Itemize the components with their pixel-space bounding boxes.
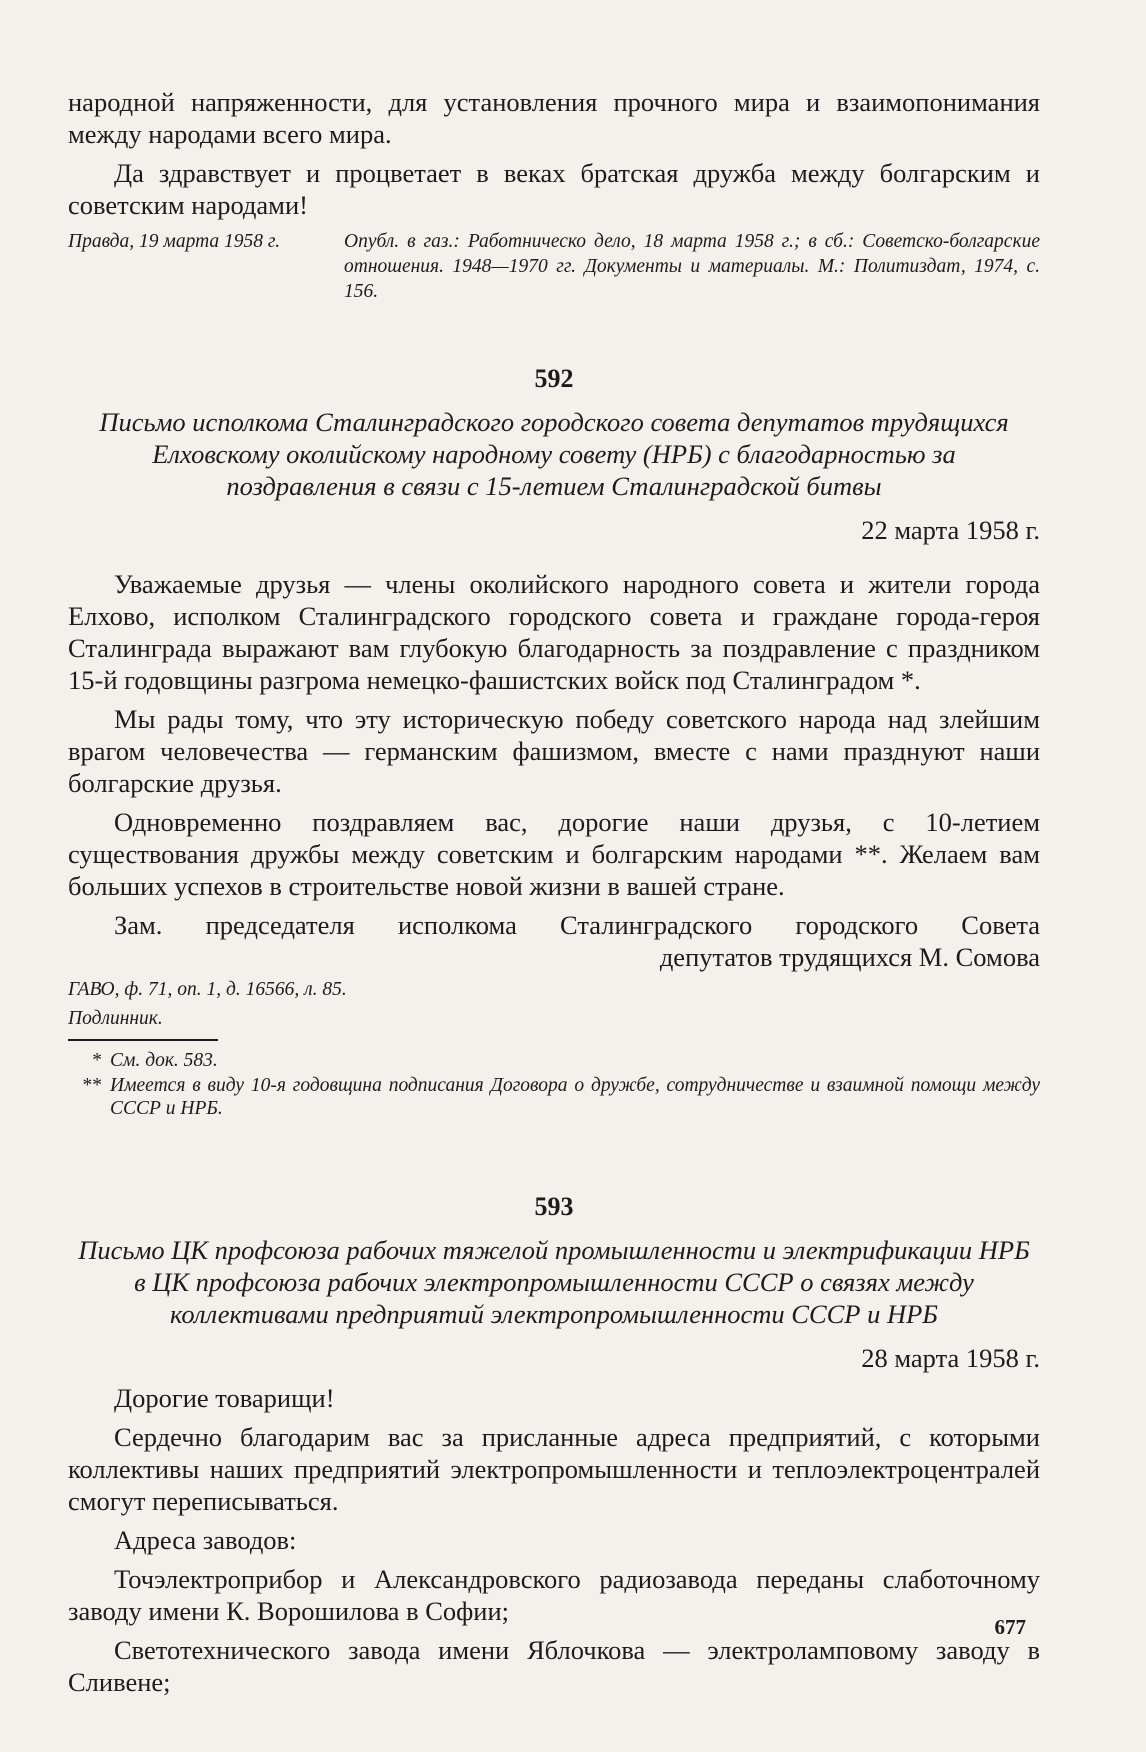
doc593-paragraph-1: Сердечно благодарим вас за присланные адреса предприятий, с которыми коллективы наших предприятий электропромышленности и теплоэлектроцентралей смогут переписываться. <box>68 1421 1040 1516</box>
document-title-593: Письмо ЦК профсоюза рабочих тяжелой промышленности и электрификации НРБ в ЦК профсоюза рабочих электропромышленности СССР о связях между коллективами предприятий электропромышленности СССР и НРБ <box>78 1234 1030 1329</box>
footnote-1-text: См. док. 583. <box>110 1049 218 1071</box>
continuation-paragraph-2: Да здравствует и процветает в веках братская дружба между болгарским и советским народами! <box>68 158 1040 220</box>
footnote-2-text: Имеется в виду 10-я годовщина подписания Договора о дружбе, сотрудничестве и взаимной помощи между СССР и НРБ. <box>110 1074 1040 1119</box>
doc592-paragraph-1: Уважаемые друзья — члены околийского народного совета и жители города Елхово, исполком Сталинградского городского совета и граждане города-героя Сталинграда выражают вам глубокую благодарность за поздравление с праздником 15-й годовщины разгрома немецко-фашистских войск под Сталинградом *. <box>68 569 1040 695</box>
doc592-paragraph-2: Мы рады тому, что эту историческую победу советского народа над злейшим врагом человечества — германским фашизмом, вместе с нами празднуют наши болгарские друзья. <box>68 704 1040 798</box>
document-number-593: 593 <box>534 1191 574 1221</box>
footnote-1 <box>68 1049 1040 1072</box>
archive-original-note: Подлинник. <box>68 1008 163 1029</box>
document-title-592: Письмо исполкома Сталинградского городского совета депутатов трудящихся Елховскому околийскому народному совету (НРБ) с благодарностью за поздравления в связи с 15-летием Сталинградской битвы <box>99 407 1009 501</box>
document-number-592: 592 <box>534 364 574 393</box>
doc593-paragraph-4: Светотехнического завода имени Яблочкова — электроламповому заводу в Сливене; <box>68 1634 1040 1697</box>
page-number: 677 <box>994 1615 1026 1639</box>
source-publication: Опубл. в газ.: Работническо дело, 18 марта 1958 г.; в сб.: Советско-болгарские отношения. 1948—1970 гг. Документы и материалы. М.: Политиздат, 1974, с. 156. <box>344 231 1040 302</box>
footnote-2-mark: ** <box>82 1074 102 1096</box>
doc593-paragraph-3: Точэлектроприбор и Александровского радиозавода переданы слаботочному заводу имени К. Ворошилова в Софии; <box>68 1563 1040 1626</box>
source-citation <box>68 229 1040 304</box>
footnote-divider <box>68 1039 218 1041</box>
signature-line-1: Зам. председателя исполкома Сталинградского городского Совета <box>114 910 1040 940</box>
footnote-1-mark: * <box>92 1049 102 1071</box>
document-date-593: 28 марта 1958 г. <box>861 1342 1040 1373</box>
doc593-greeting: Дорогие товарищи! <box>114 1382 335 1413</box>
doc593-paragraph-2: Адреса заводов: <box>114 1524 297 1555</box>
archive-reference: ГАВО, ф. 71, оп. 1, д. 16566, л. 85. <box>68 979 347 1000</box>
continuation-paragraph-1: народной напряженности, для установления прочного мира и взаимопонимания между народами всего мира. <box>68 87 1040 149</box>
document-page <box>68 86 1040 1705</box>
document-date-592: 22 марта 1958 г. <box>861 515 1040 545</box>
signature-block <box>68 909 1040 973</box>
source-newspaper: Правда, 19 марта 1958 г. <box>68 231 281 252</box>
footnote-2 <box>68 1074 1040 1120</box>
doc592-paragraph-3: Одновременно поздравляем вас, дорогие наши друзья, с 10-летием существования дружбы между советским и болгарским народами **. Желаем вам больших успехов в строительстве новой жизни в вашей стране. <box>68 807 1040 901</box>
signature-line-2: депутатов трудящихся М. Сомова <box>659 942 1040 972</box>
